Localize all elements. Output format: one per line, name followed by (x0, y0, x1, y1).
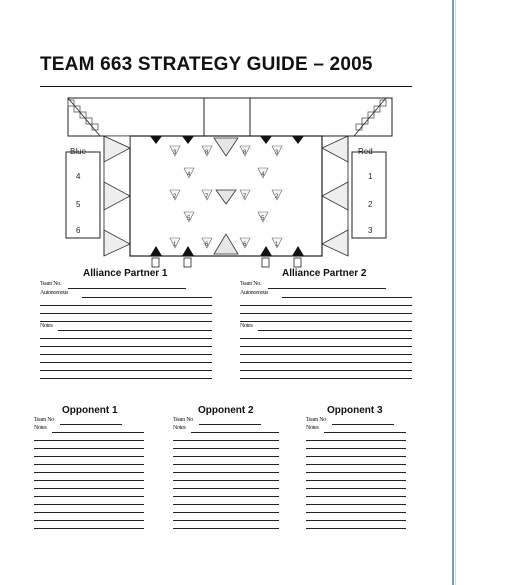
op2-notes-line[interactable] (173, 528, 279, 529)
ap2-autonomous-line[interactable] (240, 305, 412, 306)
title-divider (40, 86, 412, 87)
ap1-autonomous-label: Autonomous (40, 290, 69, 296)
goal-num-mid-far-left: 2 (173, 194, 177, 200)
page-edge (452, 0, 454, 585)
goal-num-top-mid-left: 8 (205, 150, 209, 156)
op2-notes-line[interactable] (173, 504, 279, 505)
ap2-notes-label: Notes (240, 323, 253, 329)
goal-num-mid-right: 7 (243, 194, 247, 200)
op2-notes-line[interactable] (173, 440, 279, 441)
op3-notes-line[interactable] (306, 504, 406, 505)
page-title: TEAM 663 STRATEGY GUIDE – 2005 (40, 54, 373, 75)
field-diagram (38, 92, 414, 272)
op3-notes-label: Notes (306, 425, 319, 431)
blue-label: Blue (70, 147, 87, 156)
goal-num-bottom-mid-left: 6 (205, 242, 209, 248)
ap2-notes-field[interactable] (258, 330, 412, 331)
blue-driver-station (66, 152, 100, 238)
page-edge-shadow (455, 0, 456, 585)
ap1-notes-line[interactable] (40, 338, 212, 339)
op1-notes-line[interactable] (34, 512, 144, 513)
op1-notes-line[interactable] (34, 480, 144, 481)
op3-notes-line[interactable] (306, 472, 406, 473)
ap2-notes-line[interactable] (240, 346, 412, 347)
ap1-notes-line[interactable] (40, 354, 212, 355)
goal-num-top-mid-right: 8 (243, 150, 247, 156)
op3-notes-line[interactable] (306, 528, 406, 529)
op3-notes-line[interactable] (306, 480, 406, 481)
ap2-notes-line[interactable] (240, 362, 412, 363)
op1-notes-line[interactable] (34, 472, 144, 473)
op1-notes-line[interactable] (34, 496, 144, 497)
ap2-notes-line[interactable] (240, 354, 412, 355)
goal-num-bottom-mid-right: 6 (243, 242, 247, 248)
goal-num-top-right: 3 (275, 150, 279, 156)
ap1-autonomous-line[interactable] (40, 313, 212, 314)
goal-num-upper-left: 4 (187, 172, 191, 178)
op2-notes-line[interactable] (173, 448, 279, 449)
op3-notes-line[interactable] (306, 456, 406, 457)
ap1-notes-line[interactable] (40, 346, 212, 347)
red-side-goals (322, 136, 348, 256)
goal-num-lower-left: 5 (187, 216, 191, 222)
op1-notes-line[interactable] (34, 448, 144, 449)
op2-notes-field[interactable] (191, 432, 279, 433)
ap2-autonomous-line[interactable] (240, 321, 412, 322)
op1-notes-line[interactable] (34, 464, 144, 465)
goal-num-bottom-left: 1 (173, 242, 177, 248)
op2-notes-line[interactable] (173, 496, 279, 497)
op1-notes-line[interactable] (34, 456, 144, 457)
op3-notes-line[interactable] (306, 520, 406, 521)
op3-notes-line[interactable] (306, 512, 406, 513)
op1-team-no-label: Team No (34, 417, 54, 423)
op3-notes-line[interactable] (306, 440, 406, 441)
blue-station-4: 4 (76, 172, 81, 181)
alliance-partner-1-heading: Alliance Partner 1 (83, 268, 168, 279)
op1-notes-line[interactable] (34, 528, 144, 529)
op2-notes-label: Notes (173, 425, 186, 431)
ap2-notes-line[interactable] (240, 378, 412, 379)
op2-team-no-field[interactable] (199, 424, 261, 425)
ap1-team-no-label: Team No. (40, 281, 62, 287)
op1-notes-line[interactable] (34, 440, 144, 441)
ap1-autonomous-line[interactable] (40, 321, 212, 322)
center-barrier (204, 98, 250, 136)
ap1-notes-label: Notes (40, 323, 53, 329)
op2-notes-line[interactable] (173, 472, 279, 473)
ap2-autonomous-label: Autonomous (240, 290, 269, 296)
op3-notes-field[interactable] (324, 432, 406, 433)
op1-notes-line[interactable] (34, 520, 144, 521)
ap2-team-no-field[interactable] (268, 288, 386, 289)
ap1-notes-field[interactable] (58, 330, 212, 331)
ap2-notes-line[interactable] (240, 338, 412, 339)
blue-station-6: 6 (76, 226, 81, 235)
op2-notes-line[interactable] (173, 456, 279, 457)
goal-num-mid-left: 7 (205, 194, 209, 200)
op2-team-no-label: Team No (173, 417, 193, 423)
op1-notes-line[interactable] (34, 504, 144, 505)
opponent-1-heading: Opponent 1 (62, 405, 118, 416)
goal-num-lower-right: 5 (261, 216, 265, 222)
ap1-notes-line[interactable] (40, 362, 212, 363)
alliance-partner-2-heading: Alliance Partner 2 (282, 268, 367, 279)
goal-num-mid-far-right: 2 (275, 194, 279, 200)
op1-notes-line[interactable] (34, 488, 144, 489)
op2-notes-line[interactable] (173, 464, 279, 465)
ap1-notes-line[interactable] (40, 370, 212, 371)
blue-side-goals (104, 136, 130, 256)
bottom-posts (152, 258, 301, 267)
ap2-autonomous-field[interactable] (282, 297, 412, 298)
goal-num-upper-right: 4 (261, 172, 265, 178)
op2-notes-line[interactable] (173, 520, 279, 521)
red-station-3: 3 (368, 226, 373, 235)
op3-team-no-label: Team No (306, 417, 326, 423)
ap1-notes-line[interactable] (40, 378, 212, 379)
red-label: Red (358, 147, 373, 156)
opponent-3-heading: Opponent 3 (327, 405, 383, 416)
ap1-team-no-field[interactable] (68, 288, 186, 289)
field-diagram-svg (38, 92, 414, 272)
op2-notes-line[interactable] (173, 480, 279, 481)
blue-station-5: 5 (76, 200, 81, 209)
op3-notes-line[interactable] (306, 496, 406, 497)
ap1-autonomous-line[interactable] (40, 305, 212, 306)
op3-notes-line[interactable] (306, 488, 406, 489)
op3-team-no-field[interactable] (332, 424, 394, 425)
op3-notes-line[interactable] (306, 448, 406, 449)
op1-notes-label: Notes (34, 425, 47, 431)
ap1-autonomous-field[interactable] (82, 297, 212, 298)
red-station-2: 2 (368, 200, 373, 209)
op2-notes-line[interactable] (173, 512, 279, 513)
op3-notes-line[interactable] (306, 464, 406, 465)
op2-notes-line[interactable] (173, 488, 279, 489)
red-station-1: 1 (368, 172, 373, 181)
goal-num-top-left: 3 (173, 150, 177, 156)
ap2-notes-line[interactable] (240, 370, 412, 371)
opponent-2-heading: Opponent 2 (198, 405, 254, 416)
ap2-team-no-label: Team No. (240, 281, 262, 287)
op1-notes-field[interactable] (52, 432, 144, 433)
op1-team-no-field[interactable] (60, 424, 122, 425)
goal-num-bottom-right: 1 (275, 242, 279, 248)
ap2-autonomous-line[interactable] (240, 313, 412, 314)
